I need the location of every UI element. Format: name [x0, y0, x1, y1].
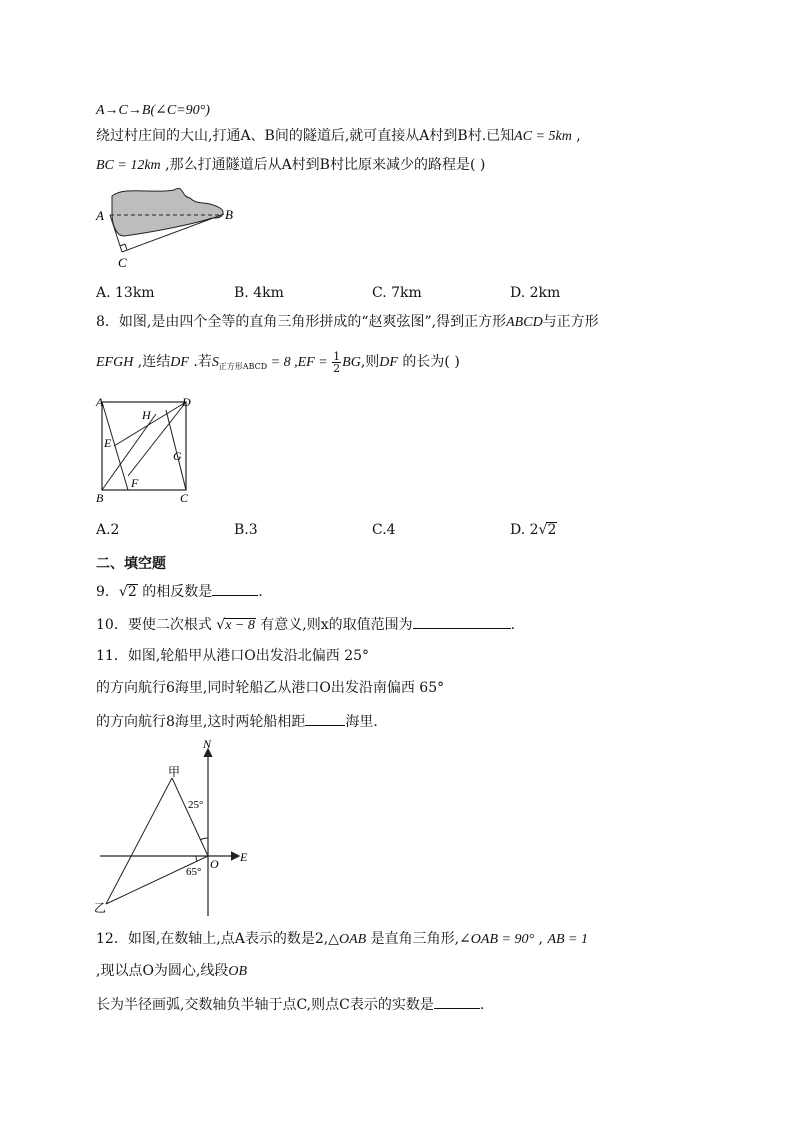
label-yi: 乙	[94, 901, 107, 915]
label-n: N	[203, 737, 212, 751]
q12-answer-blank[interactable]	[434, 994, 480, 1009]
q12-mid: 是直角三角形,	[366, 931, 460, 947]
q10-line	[96, 614, 515, 634]
segment-jia-yi	[106, 778, 172, 904]
label-25: 25°	[188, 799, 204, 811]
radical-sign: √	[118, 584, 128, 600]
label-f: F	[131, 476, 139, 490]
q8-ask: 的长为( )	[397, 354, 460, 370]
q12-ob: OB	[228, 964, 248, 979]
q12-angle: ∠OAB = 90°	[459, 932, 535, 947]
q7-line2-text: ,那么打通隧道后从A村到B村比原来减少的路程是( )	[160, 157, 486, 173]
q9-radicand: 2	[127, 584, 137, 600]
q12-line1-text: 12．如图,在数轴上,点A表示的数是2,	[96, 931, 329, 947]
q7-line1-text: 绕过村庄间的大山,打通A、B间的隧道后,就可直接从A村到B村.已知	[96, 128, 515, 144]
q10-suffix: 有意义,则x的取值范围为	[255, 617, 413, 633]
q8-abcd: ABCD	[506, 315, 543, 330]
q12-line2-text: ,现以点O为圆心,线段	[96, 963, 229, 979]
q8-then: ,则	[360, 354, 380, 370]
q8-connect: ,连结	[133, 354, 171, 370]
q7-comma: ,	[571, 128, 581, 144]
q9-period: .	[258, 584, 263, 600]
q8-option-b[interactable]: B.3	[234, 522, 258, 538]
q8-option-a[interactable]: A.2	[96, 522, 120, 538]
label-e: E	[240, 850, 248, 864]
q9-suffix: 的相反数是	[137, 584, 213, 600]
label-jia: 甲	[168, 765, 181, 779]
q7-option-d[interactable]: D. 2km	[510, 285, 561, 301]
q7-line2	[96, 156, 485, 175]
q8-line1-end: 与正方形	[542, 314, 599, 330]
q11-answer-blank[interactable]	[305, 711, 345, 726]
q8-efgh: EFGH	[96, 355, 134, 370]
q8-option-c[interactable]: C.4	[372, 522, 396, 538]
arc-25	[200, 838, 208, 840]
label-b: B	[96, 491, 104, 505]
q7-option-c[interactable]: C. 7km	[372, 285, 422, 301]
segment-o-jia	[172, 778, 208, 856]
q7-bc-eq: BC = 12km	[96, 158, 161, 173]
q8-df2: DF	[379, 355, 398, 370]
q7-line1	[96, 127, 581, 146]
q10-radicand: x − 8	[225, 618, 255, 633]
q10-prefix: 10．要使二次根式	[96, 617, 217, 633]
q12-line2	[96, 962, 247, 981]
q12-end: .	[479, 997, 485, 1013]
q8-option-d[interactable]	[510, 521, 557, 539]
q10-period: .	[510, 617, 516, 633]
q8-option-d-prefix: D. 2	[510, 522, 539, 538]
q8-ef-eq: EF =	[297, 355, 332, 370]
label-h: H	[142, 408, 151, 422]
radical-sign: √	[216, 617, 226, 633]
q10-answer-blank[interactable]	[413, 614, 511, 629]
q11-line3-end: 海里.	[345, 714, 378, 730]
q8-option-d-radicand: 2	[547, 522, 557, 538]
label-o: O	[210, 857, 219, 871]
segment-df	[128, 402, 186, 476]
q7-option-b[interactable]: B. 4km	[234, 285, 284, 301]
q12-sep: ,	[534, 931, 548, 947]
q11-line2: 的方向航行6海里,同时轮船乙从港口O出发沿南偏西 65°	[96, 680, 445, 696]
q9-prefix: 9．	[96, 584, 119, 600]
q8-frac-num: 1	[333, 349, 341, 363]
q8-line2	[96, 350, 460, 379]
label-g: G	[173, 449, 182, 463]
label-e: E	[104, 436, 112, 450]
label-d: D	[182, 395, 191, 409]
q9-line	[96, 581, 263, 601]
q7-path-text: A→C→B(∠C=90°)	[96, 103, 210, 118]
q8-if: .若	[188, 354, 212, 370]
q7-figure	[94, 180, 244, 272]
label-a: A	[96, 395, 104, 409]
q8-line1	[96, 313, 599, 332]
arc-65	[196, 856, 197, 861]
label-c: C	[118, 255, 127, 270]
q12-line1	[96, 930, 588, 949]
radical-sign: √	[538, 522, 548, 538]
q11-line3	[96, 711, 378, 731]
q8-bg: BG	[342, 355, 361, 370]
q12-ab: AB = 1	[547, 932, 588, 947]
q12-line3-text: 长为半径画弧,交数轴负半轴于点C,则点C表示的实数是	[96, 997, 434, 1013]
q8-line1-text: 8．如图,是由四个全等的直角三角形拼成的“赵爽弦图”,得到正方形	[96, 314, 507, 330]
section-title: 二、填空题	[96, 556, 166, 572]
q11-line1: 11．如图,轮船甲从港口O出发沿北偏西 25°	[96, 648, 370, 664]
q9-answer-blank[interactable]	[212, 581, 258, 596]
q8-s-sub: 正方形ABCD	[218, 362, 268, 371]
q11-line3-text: 的方向航行8海里,这时两轮船相距	[96, 714, 306, 730]
q12-line3	[96, 994, 484, 1014]
mountain-shape	[112, 188, 223, 236]
q11-figure	[92, 734, 262, 920]
q12-tri: △OAB	[328, 932, 367, 947]
label-65: 65°	[186, 866, 202, 878]
q7-option-a[interactable]: A. 13km	[96, 285, 155, 301]
label-a: A	[96, 208, 104, 223]
q8-s-val: = 8 ,	[267, 355, 298, 370]
q8-frac-den: 2	[333, 361, 341, 375]
label-c: C	[180, 491, 189, 505]
q7-ac-eq: AC = 5km	[514, 129, 572, 144]
q8-figure	[92, 392, 202, 506]
q8-s-label: S	[211, 355, 219, 370]
label-b: B	[225, 207, 233, 222]
q8-fraction	[332, 351, 341, 374]
segment-o-yi	[106, 856, 208, 904]
q8-df: DF	[170, 355, 189, 370]
